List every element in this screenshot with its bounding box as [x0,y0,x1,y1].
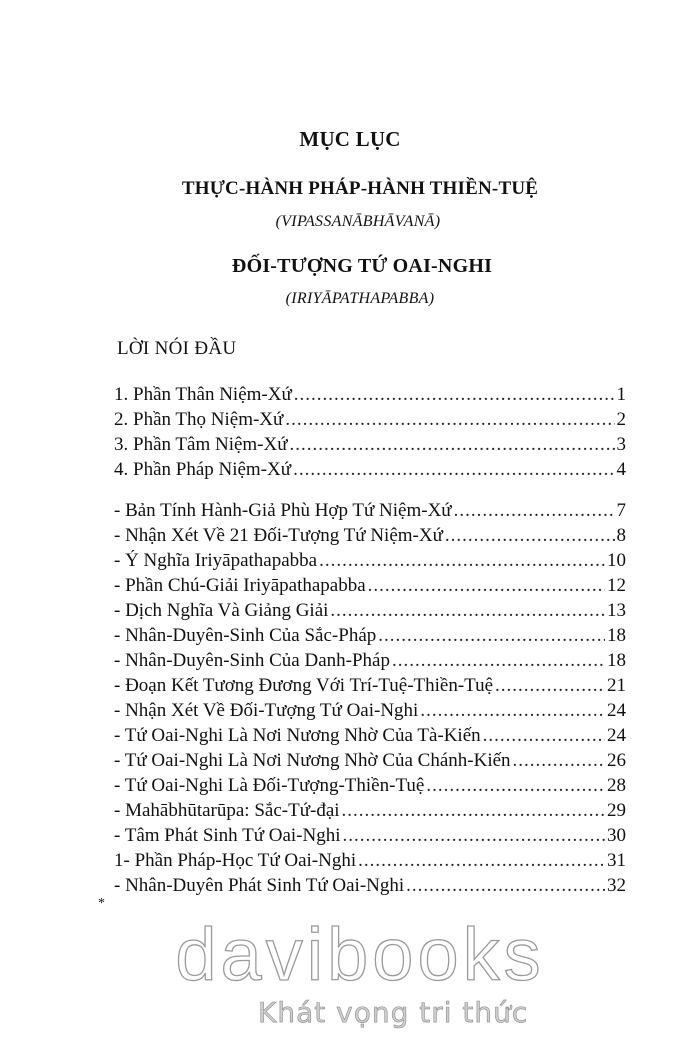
toc-entry-page: 2 [616,409,626,430]
toc-entry [114,675,626,700]
toc-entry-page: 18 [607,650,626,671]
toc-entry-label: - Nhận Xét Về 21 Đối-Tượng Tứ Niệm-Xứ [114,525,443,546]
toc-entry-page: 30 [607,825,626,846]
toc-entry-label: 2. Phần Thọ Niệm-Xứ [114,409,284,430]
toc-entry [114,875,626,900]
toc-entry-label: - Bản Tính Hành-Giả Phù Hợp Tứ Niệm-Xứ [114,500,452,521]
dot-leader [420,700,605,722]
toc-entry-page: 31 [607,850,626,871]
dot-leader [330,600,605,622]
toc-entry [114,650,626,675]
toc-entry-label: - Phần Chú-Giải Iriyāpathapabba [114,575,366,596]
toc-entry-page: 18 [607,625,626,646]
dot-leader [378,625,605,647]
toc-entry-page: 32 [607,875,626,896]
dot-leader [495,675,605,697]
toc-entry-label: - Tâm Phát Sinh Tứ Oai-Nghi [114,825,341,846]
toc-entry-page: 24 [607,700,626,721]
toc-entry [114,625,626,650]
toc-entry-page: 4 [616,459,626,480]
toc-entry [114,600,626,625]
dot-leader [445,525,615,547]
toc-entry [114,700,626,725]
section-title: THỰC-HÀNH PHÁP-HÀNH THIỀN-TUỆ [181,178,539,199]
table-of-contents [114,384,626,900]
toc-entry [114,409,626,434]
dot-leader [392,650,605,672]
asterisk-marker: * [98,896,105,911]
dot-leader [343,825,606,847]
toc-entry-label: - Ý Nghĩa Iriyāpathapabba [114,550,318,571]
toc-entry-page: 12 [607,575,626,596]
toc-entry [114,459,626,484]
dot-leader [319,550,605,572]
toc-entry-label: - Đoạn Kết Tương Đương Với Trí-Tuệ-Thiền-Tuệ [114,675,494,696]
toc-entry [114,825,626,850]
toc-entry-page: 10 [607,550,626,571]
toc-entry [114,725,626,750]
dot-leader [454,500,615,522]
toc-entry-label: 4. Phần Pháp Niệm-Xứ [114,459,292,480]
toc-entry [114,775,626,800]
toc-entry-label: - Tứ Oai-Nghi Là Nơi Nương Nhờ Của Chánh-Kiến [114,750,511,771]
toc-entry [114,750,626,775]
toc-entry-page: 7 [616,500,626,521]
toc-entry-page: 26 [607,750,626,771]
toc-entry-page: 3 [616,434,626,455]
toc-group-gap [114,484,626,500]
subsection-title: ĐỐI-TƯỢNG TỨ OAI-NGHI [231,255,493,277]
toc-entry-label: 1- Phần Pháp-Học Tứ Oai-Nghi [114,850,357,871]
toc-entry-label: - Tứ Oai-Nghi Là Nơi Nương Nhờ Của Tà-Kiến [114,725,481,746]
toc-entry-label: - Tứ Oai-Nghi Là Đối-Tượng-Thiền-Tuệ [114,775,425,796]
dot-leader [368,575,605,597]
subsection-pali-title: (IRIYĀPATHAPABBA) [285,290,435,307]
toc-entry-page: 28 [607,775,626,796]
dot-leader [406,875,605,897]
dot-leader [290,434,615,456]
toc-entry-label: 1. Phần Thân Niệm-Xứ [114,384,292,405]
toc-entry-page: 24 [607,725,626,746]
toc-entry [114,525,626,550]
dot-leader [426,775,605,797]
toc-entry [114,800,626,825]
toc-entry-label: - Nhân-Duyên Phát Sinh Tứ Oai-Nghi [114,875,405,896]
toc-entry-page: 13 [607,600,626,621]
toc-entry-label: - Nhân-Duyên-Sinh Của Sắc-Pháp [114,625,377,646]
toc-entry-page: 21 [607,675,626,696]
dot-leader [342,800,605,822]
dot-leader [294,384,615,406]
toc-entry-label: - Nhận Xét Về Đối-Tượng Tứ Oai-Nghi [114,700,419,721]
toc-entry [114,384,626,409]
toc-entry-label: - Nhân-Duyên-Sinh Của Danh-Pháp [114,650,390,671]
toc-entry [114,850,626,875]
toc-heading: MỤC LỤC [299,127,401,151]
toc-entry [114,550,626,575]
toc-entry [114,500,626,525]
toc-entry-label: - Mahābhūtarūpa: Sắc-Tứ-đại [114,800,340,821]
watermark-brand: davibooks [175,913,545,996]
toc-entry [114,434,626,459]
toc-entry-page: 8 [616,525,626,546]
section-pali-title: (VIPASSANĀBHĀVANĀ) [275,213,441,230]
dot-leader [293,459,614,481]
dot-leader [358,850,605,872]
toc-entry-label: - Dịch Nghĩa Và Giảng Giải [114,600,329,621]
toc-entry-label: 3. Phần Tâm Niệm-Xứ [114,434,288,455]
preface-heading: LỜI NÓI ĐẦU [117,338,237,359]
dot-leader [483,725,605,747]
toc-entry [114,575,626,600]
dot-leader [285,409,614,431]
toc-entry-page: 1 [616,384,626,405]
toc-entry-page: 29 [607,800,626,821]
dot-leader [513,750,605,772]
watermark-tagline: Khát vọng tri thức [258,996,529,1029]
